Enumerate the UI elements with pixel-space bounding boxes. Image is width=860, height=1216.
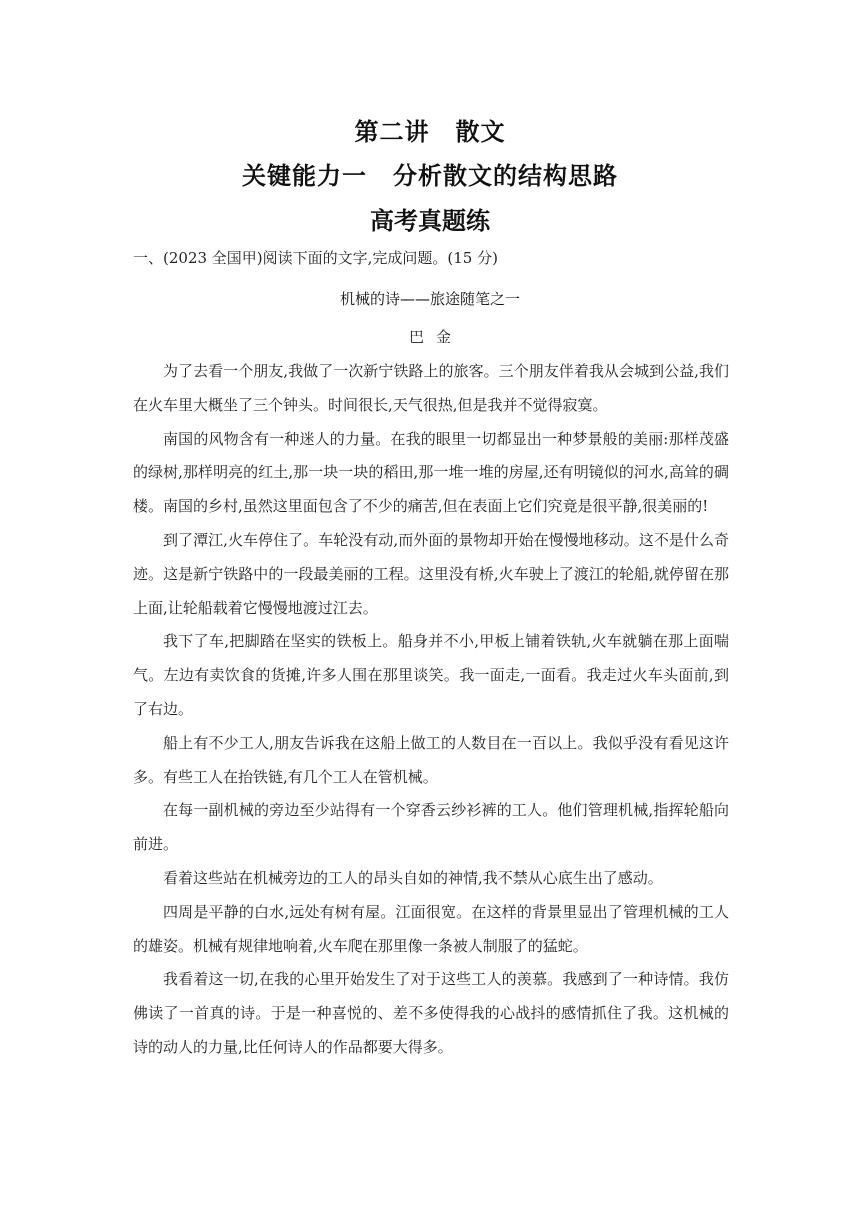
lecture-title: 第二讲 [354,118,430,146]
paragraph: 我下了车,把脚踏在坚实的铁板上。船身并不小,甲板上铺着铁轨,火车就躺在那上面喘气。左边有卖饮食的货摊,许多人围在那里谈笑。我一面走,一面看。我走过火车头面前,到了右边。 [133,632,729,718]
lecture-subject: 散文 [455,118,506,146]
article-title: 机械的诗——旅途随笔之一 [339,290,520,308]
article-body [133,355,729,1065]
ability-title: 关键能力一 [242,162,367,190]
paragraph: 看着这些站在机械旁边的工人的昂头自如的神情,我不禁从心底生出了感动。 [163,868,663,887]
section-heading: 高考真题练 [370,207,490,235]
paragraph: 我看着这一切,在我的心里开始发生了对于这些工人的羡慕。我感到了一种诗情。我仿佛读了一首真的诗。于是一种喜悦的、差不多使得我的心战抖的感情抓住了我。这机械的诗的动人的力量,比任何诗人的作品都要大得多。 [133,970,729,1056]
ability-subject: 分析散文的结构思路 [393,162,618,190]
ability-heading [0,156,860,191]
paragraph: 四周是平静的白水,远处有树有屋。江面很宽。在这样的背景里显出了管理机械的工人的雄姿。机械有规律地响着,火车爬在那里像一条被人制服了的猛蛇。 [133,902,729,955]
paragraph: 南国的风物含有一种迷人的力量。在我的眼里一切都显出一种梦景般的美丽:那样茂盛的绿树,那样明亮的红土,那一块一块的稻田,那一堆一堆的房屋,还有明镜似的河水,高耸的碉楼。南国的乡村,虽然这里面包含了不少的痛苦,但在表面上它们究竟是很平静,很美丽的! [133,429,729,516]
paragraph: 船上有不少工人,朋友告诉我在这船上做工的人数目在一百以上。我似乎没有看见这许多。有些工人在抬铁链,有几个工人在管机械。 [133,733,729,786]
lecture-heading [0,112,860,147]
paragraph: 到了潭江,火车停住了。车轮没有动,而外面的景物却开始在慢慢地移动。这不是什么奇迹。这是新宁铁路中的一段最美丽的工程。这里没有桥,火车驶上了渡江的轮船,就停留在那上面,让轮船载着它慢慢地渡过江去。 [133,530,729,617]
paragraph: 为了去看一个朋友,我做了一次新宁铁路上的旅客。三个朋友伴着我从会城到公益,我们在火车里大概坐了三个钟头。时间很长,天气很热,但是我并不觉得寂寞。 [133,362,729,414]
paragraph: 在每一副机械的旁边至少站得有一个穿香云纱衫裤的工人。他们管理机械,指挥轮船向前进。 [133,801,729,854]
article-author: 巴金 [408,328,463,346]
question-prompt: 一、(2023 全国甲)阅读下面的文字,完成问题。(15 分) [133,249,498,267]
